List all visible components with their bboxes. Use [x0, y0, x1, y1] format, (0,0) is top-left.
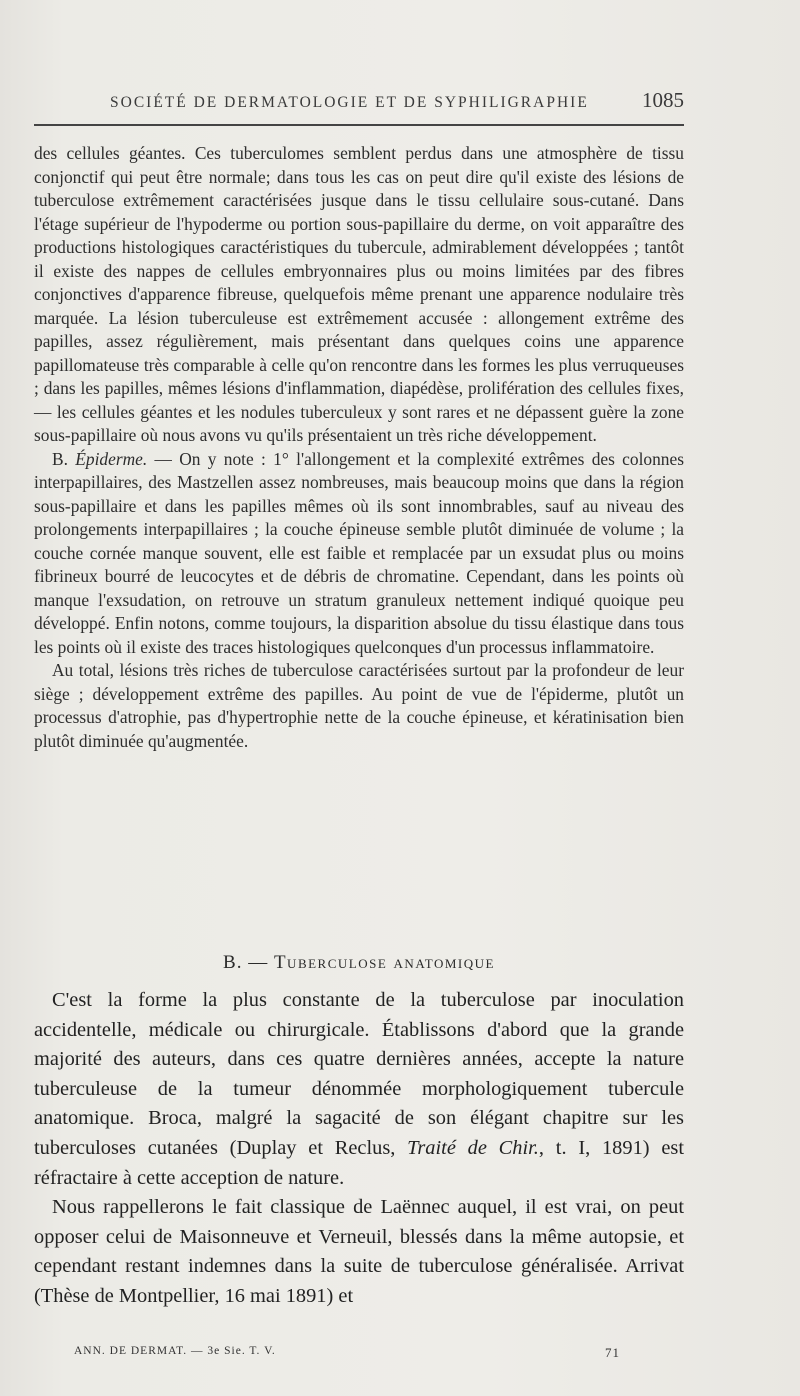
footer-signature-number: 71	[605, 1345, 620, 1360]
citation-italic: Traité de Chir.	[407, 1136, 539, 1159]
paragraph-lead-italic: Épiderme.	[75, 448, 148, 469]
paragraph-text: C'est la forme la plus constante de la tuberculose par inoculation accidentelle, médicale ou chirurgicale. Établissons d'abord que la grande majorité des auteurs, dans ces quatre dernières années, accepte la nature tuberculeuse de la tumeur dénommée morphologiquement tubercule anatomique. Broca, malgré la sagacité de son élégant chapitre sur les tuberculoses cutanées (Duplay et Reclus,	[34, 989, 684, 1159]
section-prefix: B. —	[223, 952, 269, 973]
section-heading	[34, 952, 684, 974]
paragraph-text: , t. I, 1891) est réfractaire à cette acception de nature.	[34, 1136, 684, 1189]
header-rule	[34, 124, 684, 126]
running-head	[110, 88, 684, 118]
paragraph: Au total, lésions très riches de tuberculose caractérisées surtout par la profondeur de leur siège ; développement extrême des papilles. Au point de vue de l'épiderme, plutôt un processus d'atrophie, pas d'hypertrophie nette de la couche épineuse, et kératinisation bien plutôt diminuée qu'augmentée.	[34, 660, 684, 751]
footer-journal: ANN. DE DERMAT. — 3e Sie. T. V.	[74, 1345, 276, 1357]
paragraph	[34, 986, 684, 1193]
footer	[74, 1345, 620, 1365]
small-print-body	[34, 142, 684, 753]
paragraph	[34, 448, 684, 660]
page-number: 1085	[642, 88, 684, 112]
paragraph-text: — On y note : 1° l'allongement et la complexité extrêmes des colonnes interpapillaires, des Mastzellen assez nombreuses, mais beaucoup moins que dans la région sous-papillaire et dans les papilles mêmes où ils sont innombrables, sauf au niveau des prolongements interpapillaires ; la couche épineuse semble plutôt diminuée de volume ; la couche cornée manque souvent, elle est faible et remplacée par un exsudat plus ou moins fibrineux bourré de leucocytes et de débris de chromatine. Cependant, dans les points où manque l'exsudation, on retrouve un stratum granuleux nettement indiqué quoique peu développé. Enfin notons, comme toujours, la disparition absolue du tissu élastique dans tous les points où il existe des traces histologiques quelconques d'un processus inflammatoire.	[34, 448, 684, 657]
main-body	[34, 986, 684, 1312]
paragraph: Nous rappellerons le fait classique de Laënnec auquel, il est vrai, on peut opposer celui de Maisonneuve et Verneuil, blessés dans la même autopsie, et cependant restant indemnes dans la suite de tuberculose généralisée. Arrivat (Thèse de Montpellier, 16 mai 1891) et	[34, 1196, 684, 1307]
paragraph-lead: B.	[52, 448, 68, 469]
paragraph: des cellules géantes. Ces tuberculomes semblent perdus dans une atmosphère de tissu conjonctif qui peut être normale; dans tous les cas on peut dire qu'il existe des lésions de tuberculose extrêmement caractérisées jusque dans le tissu cellulaire sous-cutané. Dans l'étage supérieur de l'hypoderme ou portion sous-papillaire du derme, on voit apparaître des productions histologiques caractéristiques du tubercule, admirablement développées ; tantôt il existe des nappes de cellules embryonnaires plus ou moins limitées par des fibres conjonctives d'apparence fibreuse, quelquefois même prenant une apparence nodulaire très marquée. La lésion tuberculeuse est extrêmement accusée : allongement extrême des papilles, assez régulièrement, mais présentant dans quelques coins une apparence papillomateuse très comparable à celle qu'on rencontre dans les formes les plus verruqueuses ; dans les papilles, mêmes lésions d'inflammation, diapédèse, prolifération des cellules fixes, — les cellules géantes et les nodules tuberculeux y sont rares et ne dépassent guère la zone sous-papillaire où nous avons vu qu'ils présentaient un très riche développement.	[34, 143, 684, 445]
section-title: Tuberculose anatomique	[273, 952, 495, 973]
running-head-title: SOCIÉTÉ DE DERMATOLOGIE ET DE SYPHILIGRAPHIE	[110, 94, 589, 111]
